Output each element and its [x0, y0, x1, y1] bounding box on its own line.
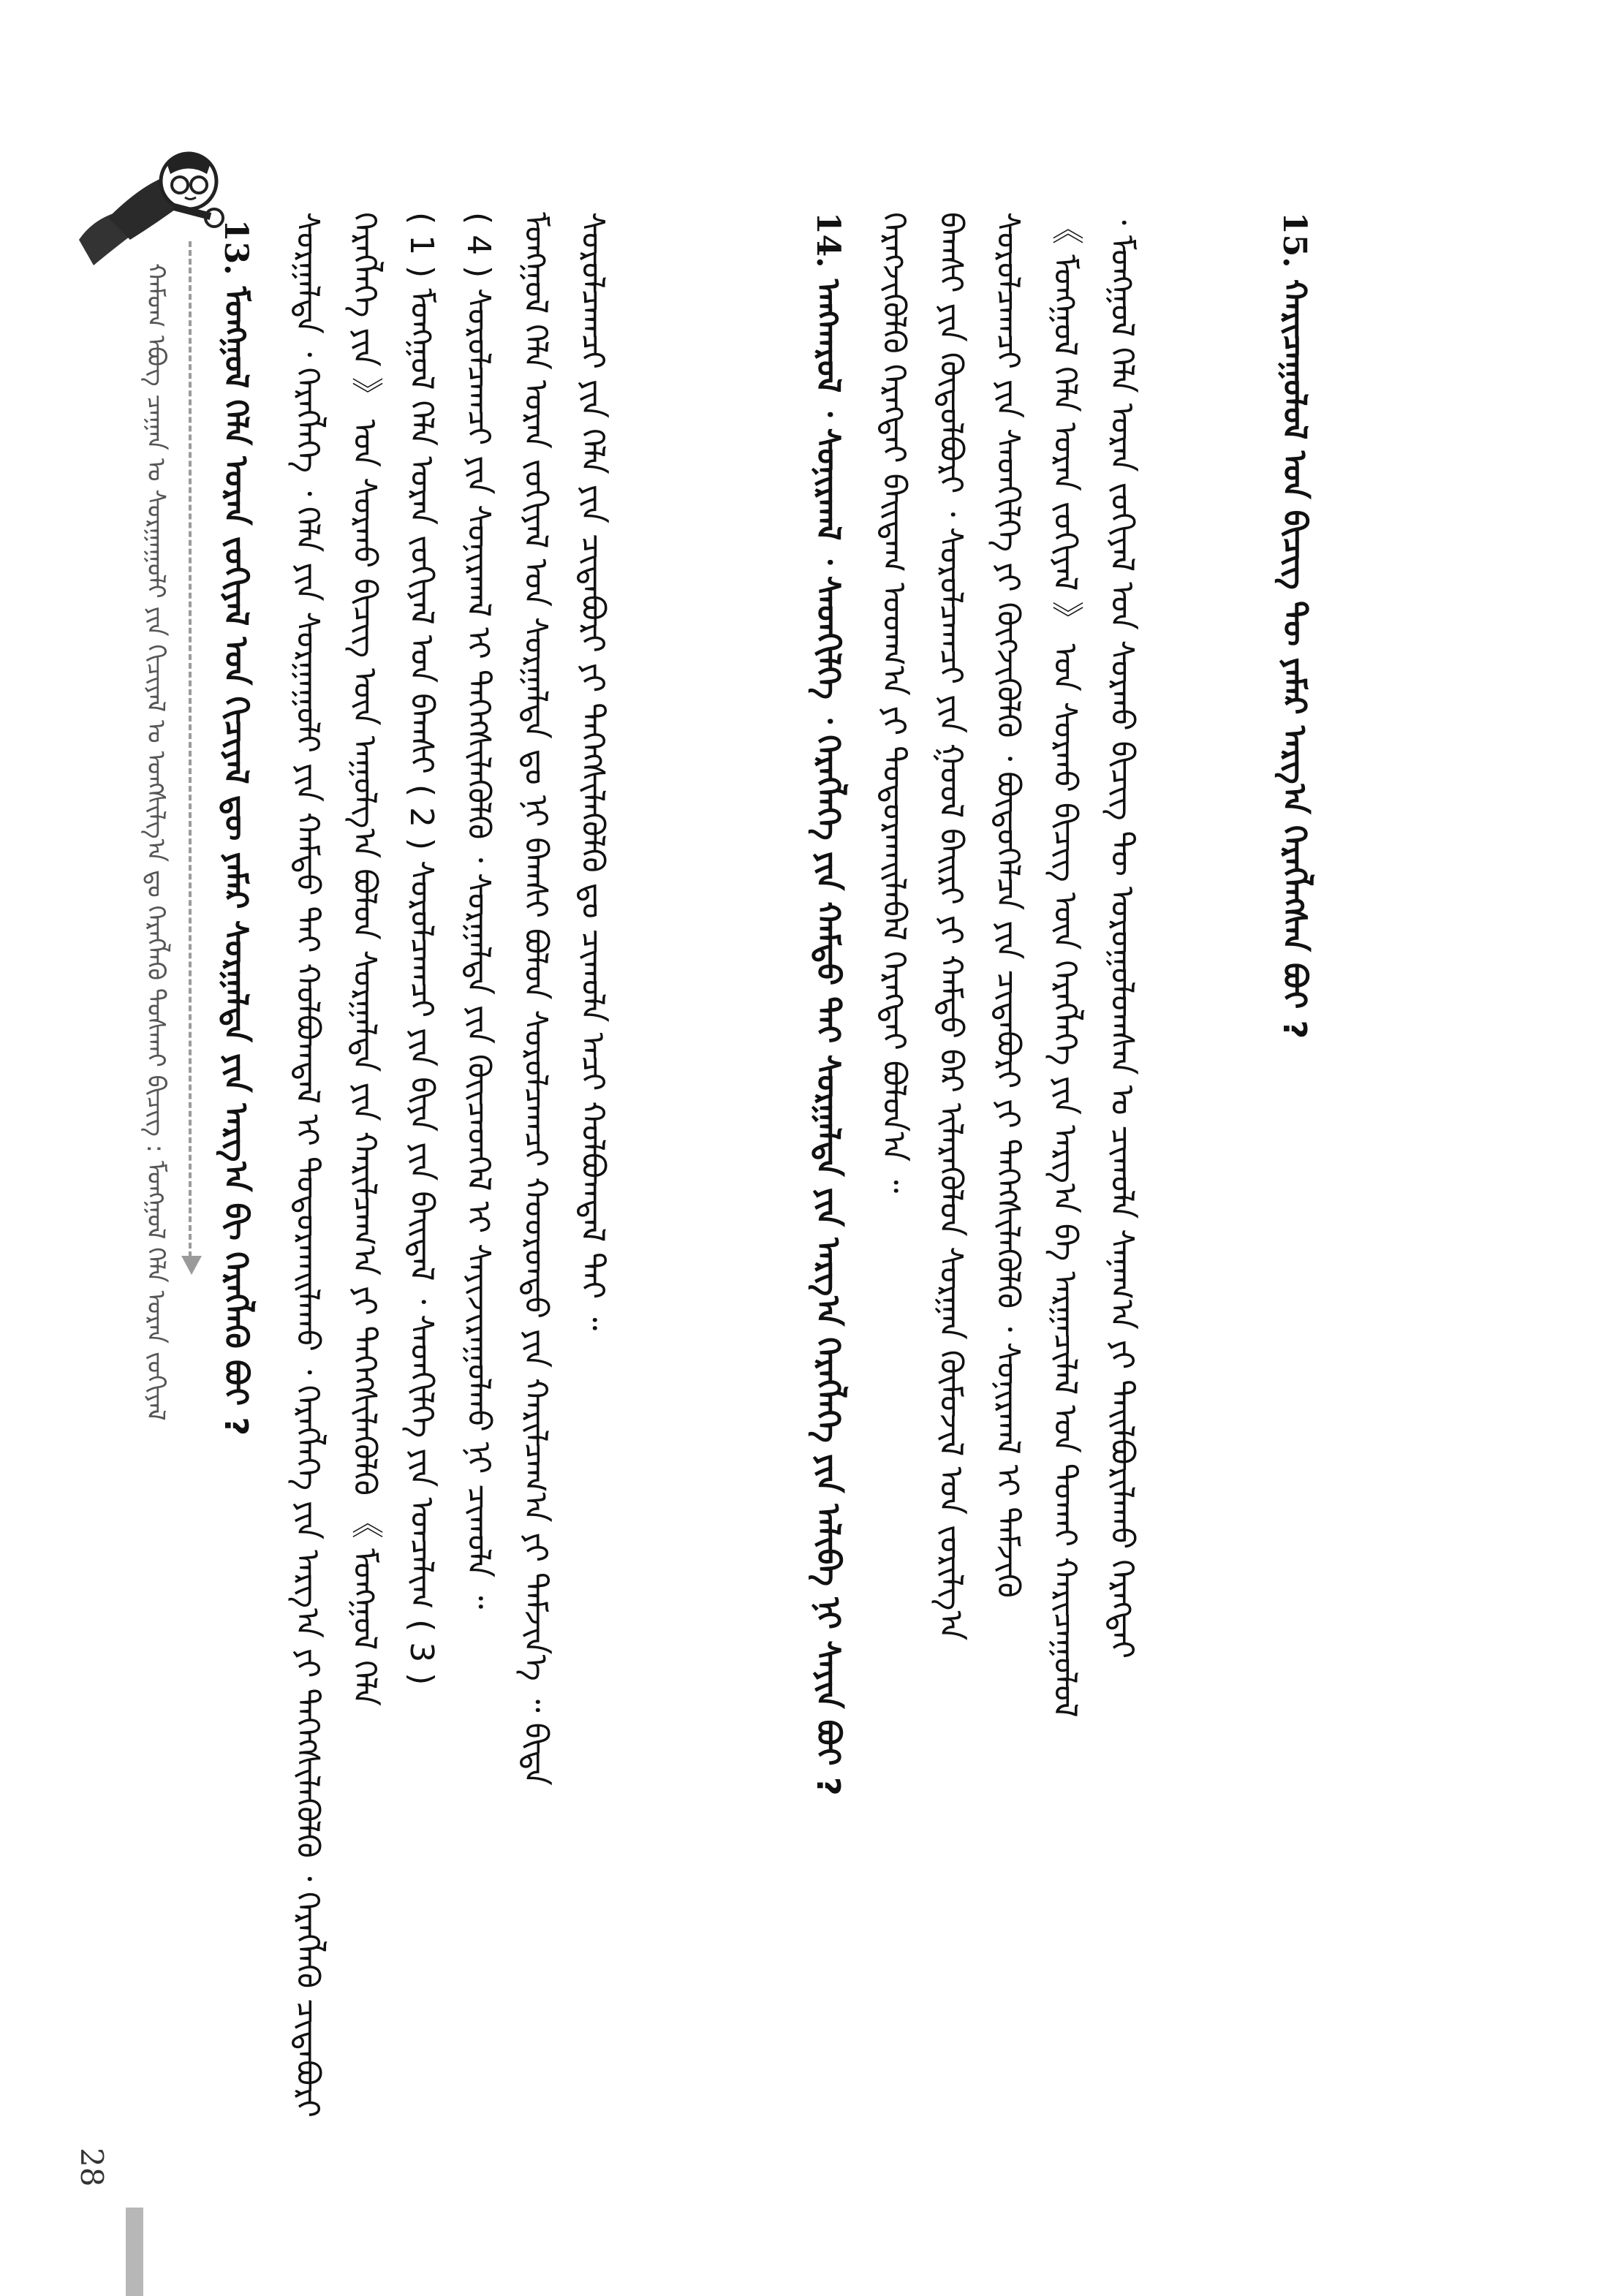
- q15-line-1: ᠎᠂ ᠮᠣᠩᠭᠣᠯ ᠬᠡᠯᠡ ᠤᠷᠠᠨ ᠵᠣᠬᠢᠶᠠᠯ ᠤᠨ ᠰᠤᠷᠬᠤ ᠪᠢᠴᠢᠭ ᠲᠦ ᠣᠷᠤᠭᠤᠯᠤᠭᠰᠠᠨ ᠤ ᠴᠢᠬᠤᠯᠠ ᠰᠠᠨᠠᠭ᠎ᠠ ᠶᠢ ᠲᠠᠢᠯᠪᠤᠷᠢᠯᠠᠬᠤ ᠬᠡᠷᠡᠭᠲᠡᠢ: [1103, 212, 1140, 1659]
- question-number: 14.: [809, 212, 847, 268]
- question-number: 15.: [1276, 212, 1313, 268]
- running-header: ᠬᠠᠮᠤᠭ ᠡᠪᠦᠭ ᠴᠠᠭᠠᠨ ᠤ ᠰᠤᠷᠭᠠᠭᠤᠯᠢ ᠶᠢᠨ ᠬᠢᠴᠢᠶᠡᠯ ᠤ ᠤᠩᠰᠢᠯᠭ᠎ᠠ ᠳᠤ ᠬᠡᠷᠡᠭᠯᠡᠬᠦ ᠲᠤᠰᠬᠠᠢ ᠪᠢᠴᠢᠭ : ᠮᠣᠩᠭᠣᠯ ᠬᠡᠯᠡ ᠤᠷᠠᠨ ᠵᠣᠬᠢᠶᠠᠯ: [141, 263, 170, 1421]
- question-13: [217, 219, 254, 2091]
- question-prompt: ᠠᠩᠬᠠᠷᠤᠯ ᠂ ᠰᠣᠨᠢᠷᠬᠠᠯ ᠂ ᠰᠡᠳᠬᠢᠯᠭᠡ ᠂ ᠬᠡᠷᠡᠭᠯᠡᠭᠡ ᠶᠢᠨ ᠬᠠᠮᠲᠤ ᠳᠠᠢ ᠰᠤᠷᠭᠠᠯᠲᠠ ᠶᠢᠨ ᠠᠷᠭ᠎ᠠ ᠬᠡᠷᠡᠭᠯᠡᠭᠡ ᠶᠢᠨ ᠠᠯᠢᠪᠠ ᠨᠢ ᠰᠠᠶᠢᠨ ᠪᠤᠢ ?: [809, 279, 847, 1796]
- arrow-down-icon: [181, 1256, 202, 1275]
- q14-line-6: ᠰᠤᠷᠭᠠᠯᠲᠠ ᠂ ᠬᠡᠷᠡᠭᠯᠡᠭᠡ ᠂ ᠬᠡᠯᠡ ᠶᠢᠨ ᠰᠤᠷᠭᠠᠭᠤᠯᠢ ᠶᠢᠨ ᠬᠠᠮᠲᠤ ᠳᠠᠢ ᠬᠣᠯᠪᠣᠭᠳᠠᠯ ᠢ ᠲᠣᠳᠣᠷᠬᠠᠢᠯᠠᠬᠤ ᠂ ᠬᠡᠷᠡᠭᠯᠡᠭᠡ ᠶᠢᠨ ᠠᠷᠭ᠎ᠠ ᠶᠢ ᠳᠡᠭᠡᠭᠰᠢᠯᠡᠭᠦᠯᠬᠦ ᠂ ᠬᠡᠷᠡᠭᠯᠡᠬᠦ ᠴᠢᠳᠠᠪᠤᠷᠢ: [289, 212, 326, 2118]
- page-edge-tab: [126, 2208, 143, 2296]
- q15-line-2: 《 ᠮᠣᠩᠭᠣᠯ ᠬᠡᠯᠡ ᠤᠷᠠᠨ ᠵᠣᠬᠢᠶᠠᠯ 》 ᠤᠨ ᠰᠤᠷᠬᠤ ᠪᠢᠴᠢᠭ ᠦᠨ ᠬᠡᠷᠡᠭᠯᠡᠭᠡ ᠶᠢᠨ ᠠᠷᠭ᠎ᠠ ᠪᠠ ᠠᠷᠭᠠᠴᠢᠯᠠᠯ ᠤᠨ ᠲᠤᠬᠠᠢ ᠬᠠᠷᠢᠴᠠᠭᠤᠯᠤᠯ: [1046, 212, 1083, 1718]
- question-15: [1276, 212, 1313, 2083]
- question-prompt: ᠮᠣᠩᠭᠣᠯ ᠬᠡᠯᠡ ᠤᠷᠠᠨ ᠵᠣᠬᠢᠶᠠᠯ ᠤᠨ ᠬᠢᠴᠢᠶᠡᠯ ᠳᠦ ᠶᠠᠮᠠᠷ ᠰᠤᠷᠭᠠᠯᠲᠠ ᠶᠢᠨ ᠠᠷᠭ᠎ᠠ ᠪᠢ ᠬᠡᠷᠡᠭᠯᠡᠬᠦ ᠪᠤᠢ ?: [217, 286, 254, 1436]
- question-number: 13.: [217, 219, 254, 276]
- q14-line-4: ( 1 ) ᠮᠣᠩᠭᠣᠯ ᠬᠡᠯᠡ ᠤᠷᠠᠨ ᠵᠣᠬᠢᠶᠠᠯ ᠤᠨ ᠪᠠᠭᠰᠢ ( 2 ) ᠰᠤᠷᠤᠯᠴᠠᠭᠴᠢ ᠶᠢᠨ ᠪᠢᠶᠡ ᠶᠢᠨ ᠪᠠᠢᠳᠠᠯ ᠂ ᠰᠡᠳᠬᠢᠯᠭᠡ ᠶᠢᠨ ᠣᠨᠴᠠᠯᠢᠭ ( 3 ): [403, 212, 440, 1686]
- question-prompt: ᠬᠠᠷᠢᠴᠠᠭᠤᠯᠤᠯ ᠤᠨ ᠪᠢᠴᠢᠭ ᠲᠦ ᠶᠠᠮᠠᠷ ᠠᠷᠭ᠎ᠠ ᠬᠡᠷᠡᠭᠯᠡᠭᠰᠡᠨ ᠪᠤᠢ ?: [1276, 279, 1313, 1039]
- q15-line-4: ᠪᠠᠭᠰᠢ ᠶᠢᠨ ᠬᠥᠲᠥᠯᠪᠦᠷᠢ ᠂ ᠰᠤᠷᠤᠯᠴᠠᠭᠴᠢ ᠶᠢᠨ ᠭᠣᠣᠯ ᠪᠠᠢᠷᠢ ᠶᠢ ᠬᠠᠮᠲᠤ ᠪᠠᠷ ᠢᠯᠡᠷᠡᠭᠦᠯᠦᠨ ᠰᠤᠷᠭᠠᠨ ᠬᠦᠮᠦᠵᠢᠯ ᠤᠨ ᠵᠣᠷᠢᠯᠭ᠎ᠠ: [932, 212, 969, 1641]
- flying-student-mascot-icon: [64, 130, 225, 276]
- header-dashed-rule: [189, 241, 192, 1257]
- q14-line-3: ( 4 ) ᠰᠤᠷᠤᠯᠴᠠᠭᠴᠢ ᠶᠢᠨ ᠰᠣᠨᠢᠷᠬᠠᠯ ᠢ ᠳᠡᠭᠡᠭᠰᠢᠯᠡᠭᠦᠯᠬᠦ ᠂ ᠰᠤᠷᠭᠠᠯᠲᠠ ᠶᠢᠨ ᠭᠦᠢᠴᠡᠳᠭᠡᠯ ᠢ ᠰᠠᠶᠢᠵᠢᠷᠠᠭᠤᠯᠬᠤ ᠨᠢ ᠴᠢᠬᠤᠯᠠ ᠃: [460, 212, 497, 1610]
- q14-line-2: ᠮᠣᠩᠭᠣᠯ ᠬᠡᠯᠡ ᠤᠷᠠᠨ ᠵᠣᠬᠢᠶᠠᠯ ᠤᠨ ᠰᠤᠷᠭᠠᠯᠲᠠ ᠳᠤ ᠨᠢ ᠪᠠᠭᠰᠢ ᠪᠤᠯᠤᠨ ᠰᠤᠷᠤᠯᠴᠠᠭᠴᠢ ᠬᠣᠣᠷᠣᠨᠳᠣ ᠶᠢᠨ ᠬᠠᠷᠢᠯᠴᠠᠭ᠎ᠠ ᠶᠢ ᠳᠡᠮᠵᠢᠨ᠎ᠡ ᠃ ᠪᠢᠳᠡ: [517, 212, 554, 1786]
- q14-line-1: ᠰᠤᠷᠤᠯᠴᠠᠭᠴᠢ ᠶᠢᠨ ᠬᠡᠯᠡ ᠶᠢᠨ ᠴᠢᠳᠠᠪᠤᠷᠢ ᠶᠢ ᠳᠡᠭᠡᠭᠰᠢᠯᠡᠭᠦᠯᠬᠦ ᠳᠤ ᠴᠢᠬᠤᠯᠠ ᠠᠴᠢ ᠬᠣᠯᠪᠣᠭᠳᠠᠯ ᠲᠠᠢ ᠃: [574, 212, 611, 1331]
- page-number: 28: [74, 2148, 110, 2187]
- q14-line-5: ᠬᠡᠷᠡᠭᠯᠡᠭᠡ ᠶᠢᠨ 》 ᠤᠨ ᠰᠤᠷᠬᠤ ᠪᠢᠴᠢᠭ ᠦᠨ ᠠᠭᠤᠯᠭ᠎ᠠ ᠪᠤᠯᠤᠨ ᠰᠤᠷᠭᠠᠯᠲᠠ ᠶᠢᠨ ᠬᠠᠷᠢᠯᠴᠠᠭ᠎ᠠ ᠶᠢ ᠳᠡᠭᠡᠭᠰᠢᠯᠡᠭᠦᠯᠬᠦ 《 ᠮᠣᠩᠭᠣᠯ ᠬᠡᠯᠡ: [346, 212, 383, 1706]
- question-14: [809, 212, 847, 2083]
- q15-line-3: ᠰᠤᠷᠤᠯᠴᠠᠭᠴᠢ ᠶᠢᠨ ᠰᠡᠳᠬᠢᠯᠭᠡ ᠶᠢ ᠬᠦᠭᠵᠢᠭᠦᠯᠬᠦ ᠂ ᠪᠦᠲᠦᠭᠡᠯᠴᠡ ᠶᠢᠨ ᠴᠢᠳᠠᠪᠤᠷᠢ ᠶᠢ ᠳᠡᠭᠡᠭᠰᠢᠯᠡᠭᠦᠯᠬᠦ ᠂ ᠰᠣᠨᠢᠷᠬᠠᠯ ᠢ ᠳᠡᠮᠵᠢᠬᠦ: [989, 212, 1026, 1598]
- q15-line-5: ᠬᠡᠷᠡᠭᠵᠢᠭᠦᠯᠬᠦ ᠬᠡᠷᠡᠭᠲᠡᠢ ᠪᠠᠢᠳᠠᠭ ᠤᠳᠬ᠎ᠠ ᠶᠢ ᠲᠣᠳᠣᠷᠬᠠᠢᠯᠠᠪᠠᠯ ᠬᠡᠷᠡᠭᠲᠡᠢ ᠪᠣᠯᠤᠨ᠎ᠠ ᠃: [875, 212, 912, 1194]
